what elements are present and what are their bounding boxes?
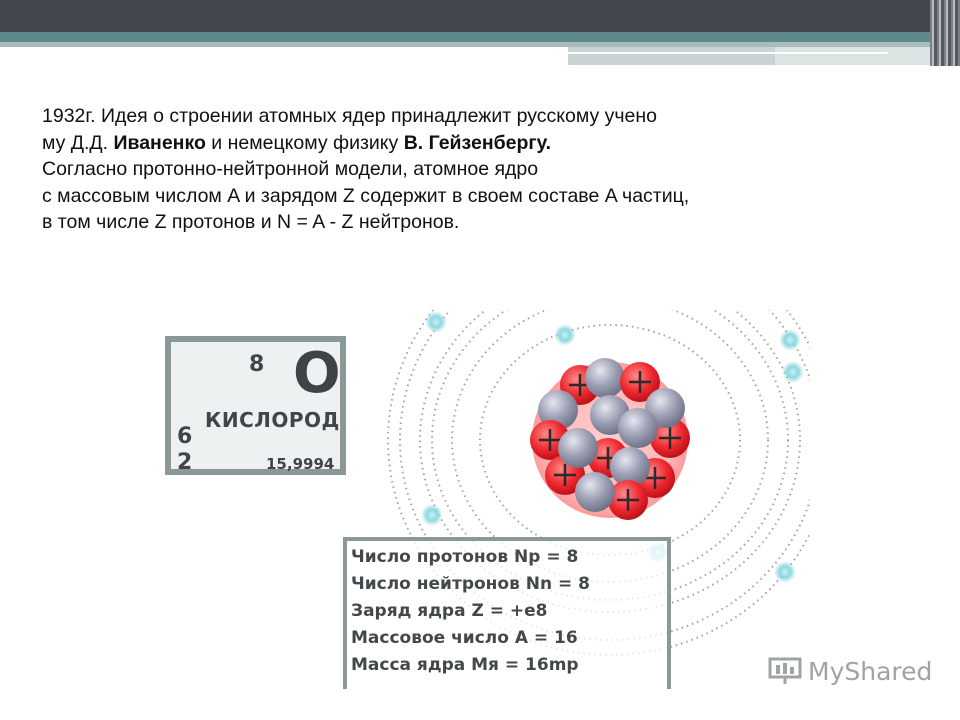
electron-shell-outer: 6 — [177, 424, 193, 449]
neutron — [618, 408, 658, 448]
info-row-neutrons: Число нейтронов Nn = 8 — [351, 574, 591, 594]
periodic-element-card — [165, 336, 346, 475]
electron — [779, 329, 801, 351]
electron-shell-inner: 2 — [177, 450, 193, 475]
body-text-run: и немецкому физику — [205, 131, 404, 154]
header-accent-bar — [0, 32, 960, 42]
electron — [425, 311, 447, 333]
presentation-logo-icon — [768, 656, 802, 686]
neutron — [575, 472, 615, 512]
body-text-line — [42, 103, 902, 130]
neutron — [558, 428, 598, 468]
body-text-run: 1932г. Идея о строении атомных ядер принадлежит русскому учено — [42, 105, 657, 127]
info-row-mass-number: Массовое число A = 16 — [351, 628, 578, 648]
neutron — [585, 358, 625, 398]
body-text-line — [42, 130, 902, 157]
body-text-line — [42, 209, 902, 236]
watermark-text: MyShared — [808, 656, 933, 686]
body-text-line — [42, 156, 902, 183]
atomic-mass: 15,9994 — [266, 455, 335, 473]
header-corner-stripes — [930, 0, 960, 66]
header-bar — [0, 0, 960, 32]
watermark — [768, 656, 932, 686]
body-text-bold-run: Иваненко — [113, 131, 206, 154]
body-text-run: Согласно протонно-нейтронной модели, атомное ядро — [42, 158, 539, 180]
element-name: КИСЛОРОД — [205, 408, 340, 432]
body-text-run: му Д.Д. — [42, 131, 114, 154]
electron — [421, 504, 443, 526]
nucleus-info-box — [343, 537, 671, 689]
info-row-nucleus-mass: Масса ядра Mя = 16mp — [351, 655, 579, 675]
element-symbol: O — [293, 341, 341, 406]
electron — [774, 561, 796, 583]
body-text-run: в том числе Z протонов и N = A - Z нейтронов. — [42, 211, 460, 233]
info-row-protons: Число протонов Np = 8 — [351, 547, 579, 567]
body-text-line — [42, 183, 902, 210]
electron — [554, 324, 576, 346]
body-text-run: с массовым числом A и зарядом Z содержит в своем составе A частиц, — [42, 184, 690, 207]
info-row-charge: Заряд ядра Z = +e8 — [351, 601, 548, 621]
slide-body-text — [42, 103, 902, 236]
body-text-bold-run: В. Гейзенбергу. — [403, 131, 552, 154]
atomic-number: 8 — [249, 352, 265, 377]
header-divider-line — [568, 52, 888, 54]
electron — [782, 361, 804, 383]
